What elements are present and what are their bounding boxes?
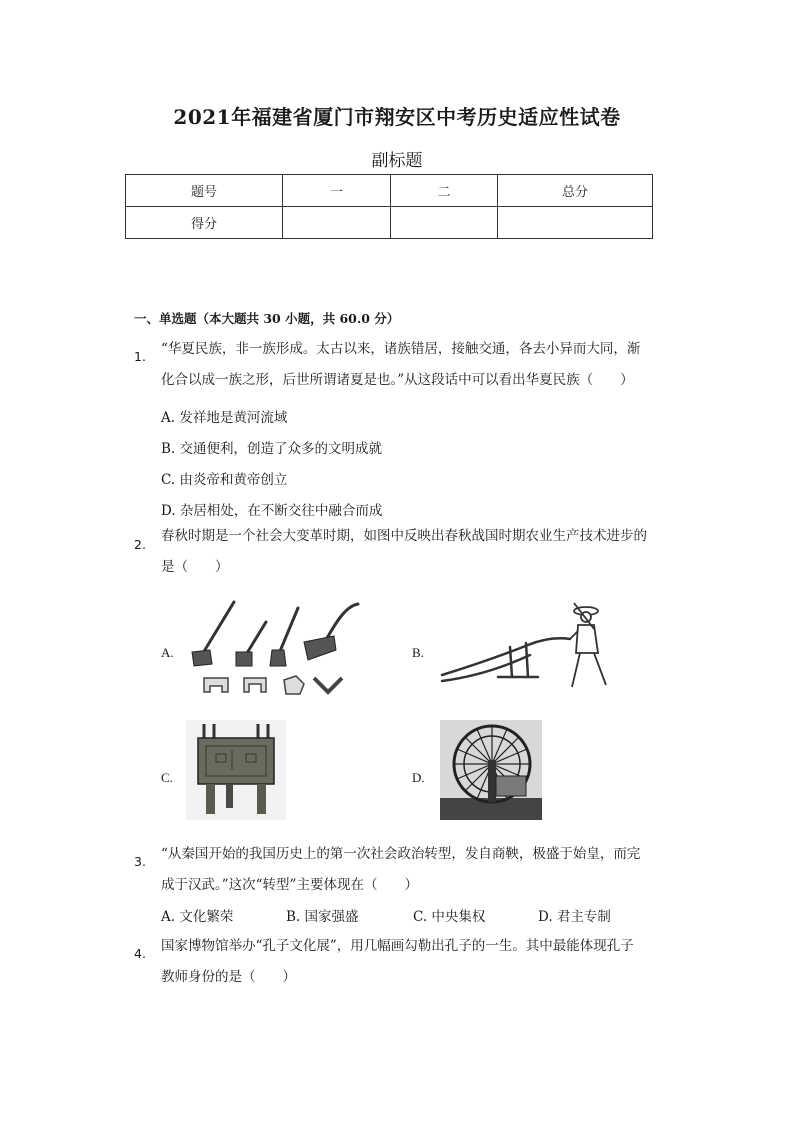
option-d[interactable]: D. 君主专制 xyxy=(538,909,611,925)
option-a[interactable]: A. 文化繁荣 xyxy=(161,909,234,925)
bronze-ding-vessel-image[interactable] xyxy=(186,720,286,820)
option-b-label[interactable]: B. xyxy=(412,645,424,660)
question-stem-line: 春秋时期是一个社会大变革时期，如图中反映出春秋战国时期农业生产技术进步的 xyxy=(161,528,647,544)
question-stem-line: 教师身份的是（ ） xyxy=(161,969,296,985)
table-cell: 总分 xyxy=(498,175,653,207)
option-d-label[interactable]: D. xyxy=(412,770,425,785)
question-number: 2. xyxy=(134,537,146,552)
question-stem-line: 化合以成一族之形，后世所谓诸夏是也。”从这段话中可以看出华夏民族（ ） xyxy=(161,372,634,388)
section-heading: 一、单选题（本大题共 30 小题，共 60.0 分） xyxy=(134,311,400,326)
table-row xyxy=(126,207,653,239)
iron-farm-tools-image[interactable] xyxy=(186,600,366,700)
question-number: 4. xyxy=(134,946,146,961)
option-c-label[interactable]: C. xyxy=(161,770,173,785)
option-b[interactable]: B. 交通便利，创造了众多的文明成就 xyxy=(161,441,383,457)
page-subtitle: 副标题 xyxy=(371,151,423,171)
table-header-row xyxy=(126,175,653,207)
question-stem-line: 国家博物馆举办“孔子文化展”，用几幅画勾勒出孔子的一生。其中最能体现孔子 xyxy=(161,938,634,954)
table-cell: 得分 xyxy=(126,207,283,239)
option-d[interactable]: D. 杂居相处，在不断交往中融合而成 xyxy=(161,503,383,519)
question-stem-line: “从秦国开始的我国历史上的第一次社会政治转型，发自商鞅，极盛于始皇，而完 xyxy=(161,846,641,862)
question-stem-line: 成于汉武。”这次“转型”主要体现在（ ） xyxy=(161,877,418,893)
question-stem-line: 是（ ） xyxy=(161,559,229,575)
table-cell: 二 xyxy=(391,175,498,207)
score-table xyxy=(125,174,653,239)
option-c[interactable]: C. 中央集权 xyxy=(413,909,486,925)
option-a-label[interactable]: A. xyxy=(161,645,174,660)
ox-plough-farmer-image[interactable] xyxy=(438,597,616,693)
option-c[interactable]: C. 由炎帝和黄帝创立 xyxy=(161,472,288,488)
score-input-cell[interactable] xyxy=(498,207,653,239)
page-title: 2021年福建省厦门市翔安区中考历史适应性试卷 xyxy=(173,105,621,129)
table-cell: 一 xyxy=(283,175,391,207)
waterwheel-image[interactable] xyxy=(440,720,542,820)
score-input-cell[interactable] xyxy=(283,207,391,239)
score-input-cell[interactable] xyxy=(391,207,498,239)
question-number: 1. xyxy=(134,349,146,364)
option-b[interactable]: B. 国家强盛 xyxy=(286,909,359,925)
question-number: 3. xyxy=(134,854,146,869)
question-stem-line: “华夏民族，非一族形成。太古以来，诸族错居，接触交通，各去小异而大同，渐 xyxy=(161,341,641,357)
table-cell: 题号 xyxy=(126,175,283,207)
option-a[interactable]: A. 发祥地是黄河流域 xyxy=(161,410,288,426)
